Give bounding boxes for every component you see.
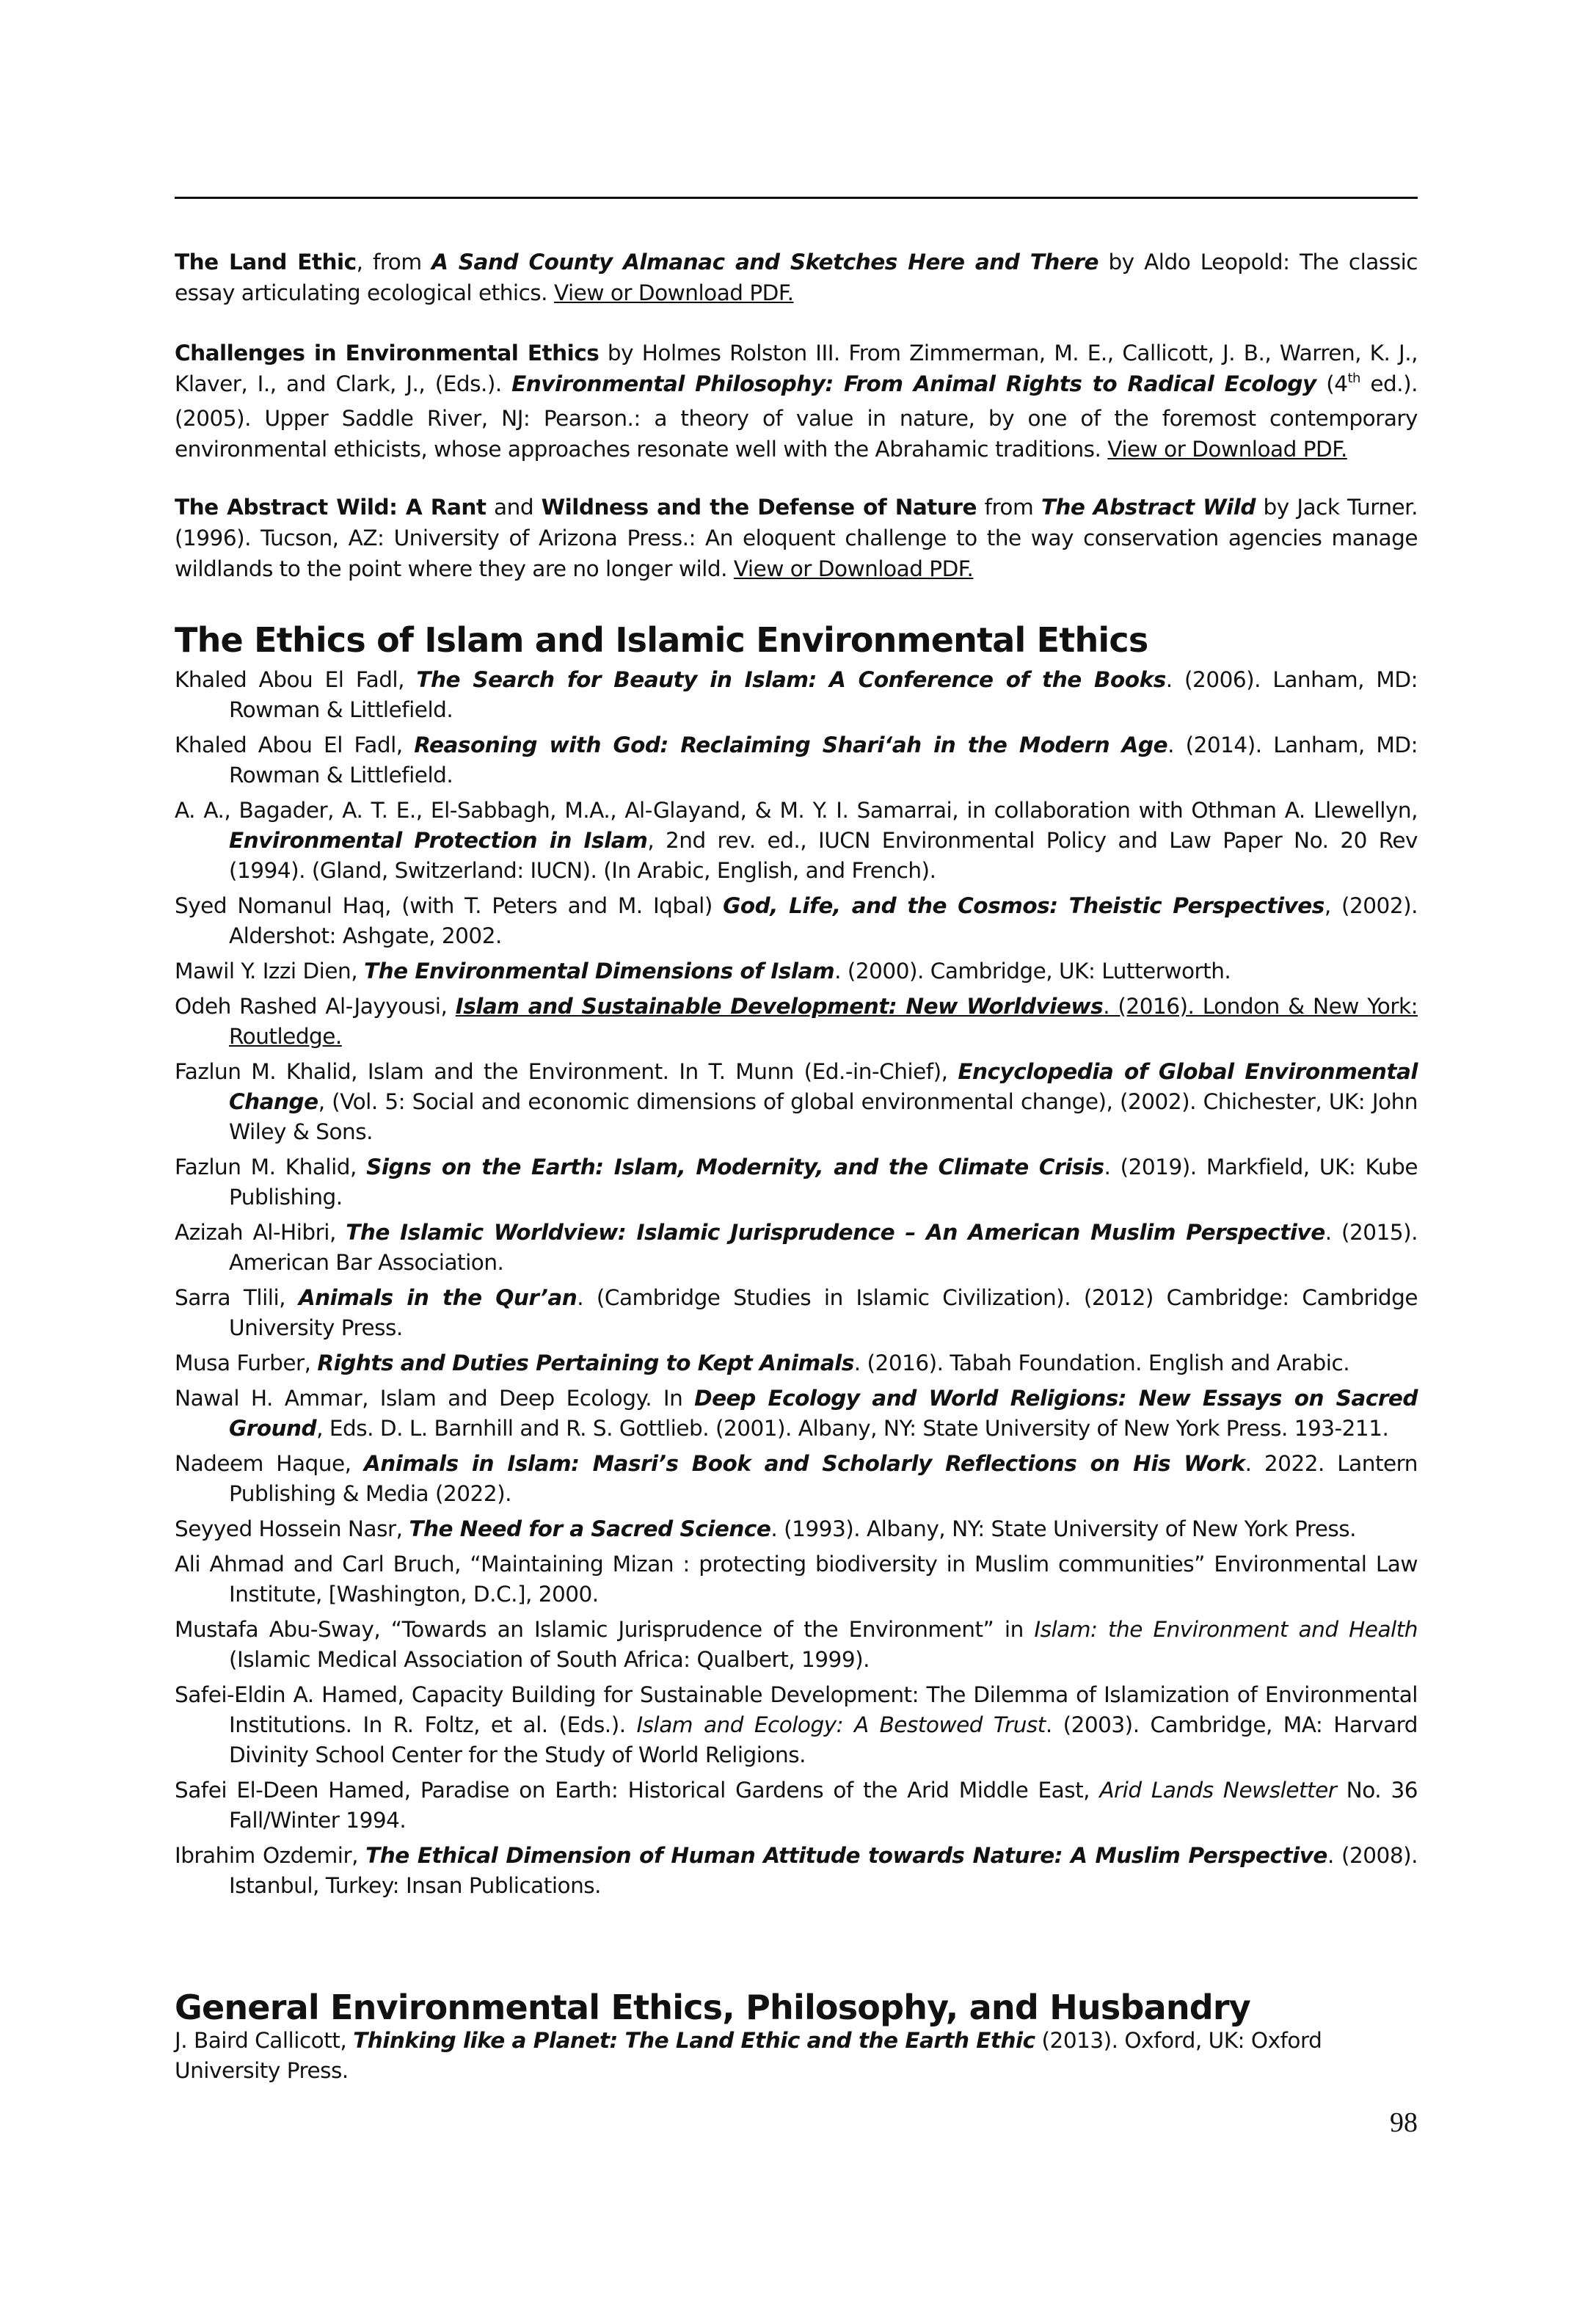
entry-land-ethic: The Land Ethic, from A Sand County Almanac and Sketches Here and There by Aldo Leopold: The classic essay articulating ecological ethics. View or Download PDF. bbox=[175, 250, 1418, 305]
list-item: Ali Ahmad and Carl Bruch, “Maintaining Mizan : protecting biodiversity in Muslim communities” Environmental Law Institute, [Washington, D.C.], 2000. bbox=[175, 1552, 1418, 1607]
list-item: Azizah Al-Hibri, The Islamic Worldview: Islamic Jurisprudence – An American Muslim Perspective. (2015). American Bar Association. bbox=[175, 1220, 1418, 1275]
entry-title: Wildness and the Defense of Nature bbox=[541, 495, 977, 520]
download-pdf-link[interactable]: View or Download PDF. bbox=[1107, 437, 1347, 462]
page-number: 98 bbox=[1390, 2107, 1418, 2138]
entry-title: The Abstract Wild: A Rant bbox=[175, 495, 487, 520]
list-item: Musa Furber, Rights and Duties Pertaining to Kept Animals. (2016). Tabah Foundation. English and Arabic. bbox=[175, 1351, 1350, 1375]
section-heading-islam: The Ethics of Islam and Islamic Environmental Ethics bbox=[175, 620, 1148, 660]
list-item: Safei El-Deen Hamed, Paradise on Earth: Historical Gardens of the Arid Middle East, Arid Lands Newsletter No. 36 Fall/Winter 1994. bbox=[175, 1778, 1418, 1833]
book-title: Environmental Philosophy: From Animal Rights to Radical Ecology bbox=[511, 371, 1316, 396]
entry-abstract-wild: The Abstract Wild: A Rant and Wildness and the Defense of Nature from The Abstract Wild by Jack Turner. (1996). Tucson, AZ: University of Arizona Press.: An eloquent challenge to the way conservation agencies manage wildlands to the point where they are no longer wild. View or Download PDF. bbox=[175, 495, 1418, 581]
list-item: Mustafa Abu-Sway, “Towards an Islamic Jurisprudence of the Environment” in Islam: the Environment and Health (Islamic Medical Association of South Africa: Qualbert, 1999). bbox=[175, 1617, 1418, 1672]
list-item: Seyyed Hossein Nasr, The Need for a Sacred Science. (1993). Albany, NY: State University of New York Press. bbox=[175, 1516, 1356, 1541]
list-item: Sarra Tlili, Animals in the Qur’an. (Cambridge Studies in Islamic Civilization). (2012) Cambridge: Cambridge University Press. bbox=[175, 1285, 1418, 1340]
list-item: A. A., Bagader, A. T. E., El-Sabbagh, M.A., Al-Glayand, & M. Y. I. Samarrai, in collaboration with Othman A. Llewellyn, Environmental Protection in Islam, 2nd rev. ed., IUCN Environmental Policy and Law Paper No. 20 Rev (1994). (Gland, Switzerland: IUCN). (In Arabic, English, and French). bbox=[175, 798, 1418, 883]
islam-reference-list bbox=[175, 665, 1418, 1906]
list-item: Fazlun M. Khalid, Islam and the Environment. In T. Munn (Ed.-in-Chief), Encyclopedia of Global Environmental Change, (Vol. 5: Social and economic dimensions of global environmental change), (2002). Chichester, UK: John Wiley & Sons. bbox=[175, 1059, 1418, 1144]
list-item: Ibrahim Ozdemir, The Ethical Dimension of Human Attitude towards Nature: A Muslim Perspective. (2008). Istanbul, Turkey: Insan Publications. bbox=[175, 1843, 1418, 1898]
list-item: Odeh Rashed Al-Jayyousi, Islam and Sustainable Development: New Worldviews. (2016). London & New York: Routledge. bbox=[175, 994, 1418, 1049]
list-item: Khaled Abou El Fadl, The Search for Beauty in Islam: A Conference of the Books. (2006). Lanham, MD: Rowman & Littlefield. bbox=[175, 667, 1418, 722]
list-item: Mawil Y. Izzi Dien, The Environmental Dimensions of Islam. (2000). Cambridge, UK: Lutterworth. bbox=[175, 959, 1231, 984]
list-item: Safei-Eldin A. Hamed, Capacity Building for Sustainable Development: The Dilemma of Islamization of Environmental Institutions. In R. Foltz, et al. (Eds.). Islam and Ecology: A Bestowed Trust. (2003). Cambridge, MA: Harvard Divinity School Center for the Study of World Religions. bbox=[175, 1682, 1418, 1767]
list-item: J. Baird Callicott, Thinking like a Planet: The Land Ethic and the Earth Ethic (2013). Oxford, UK: Oxford University Press. bbox=[175, 2028, 1322, 2083]
download-pdf-link[interactable]: View or Download PDF. bbox=[553, 280, 794, 305]
book-title: A Sand County Almanac and Sketches Here and There bbox=[431, 250, 1098, 275]
list-item: Nawal H. Ammar, Islam and Deep Ecology. In Deep Ecology and World Religions: New Essays on Sacred Ground, Eds. D. L. Barnhill and R. S. Gottlieb. (2001). Albany, NY: State University of New York Press. 193-211. bbox=[175, 1386, 1418, 1441]
list-item: Nadeem Haque, Animals in Islam: Masri’s Book and Scholarly Reflections on His Work. 2022. Lantern Publishing & Media (2022). bbox=[175, 1451, 1418, 1506]
header-rule bbox=[175, 197, 1418, 199]
download-pdf-link[interactable]: View or Download PDF. bbox=[733, 556, 974, 581]
reference-link[interactable]: Islam and Sustainable Development: New Worldviews bbox=[455, 994, 1104, 1019]
list-item: Syed Nomanul Haq, (with T. Peters and M. Iqbal) God, Life, and the Cosmos: Theistic Perspectives, (2002). Aldershot: Ashgate, 2002. bbox=[175, 893, 1418, 948]
section-heading-general: General Environmental Ethics, Philosophy, and Husbandry bbox=[175, 1988, 1250, 2027]
entry-challenges: Challenges in Environmental Ethics by Holmes Rolston III. From Zimmerman, M. E., Callicott, J. B., Warren, K. J., Klaver, I., and Clark, J., (Eds.). Environmental Philosophy: From Animal Rights to Radical Ecology (4th ed.). (2005). Upper Saddle River, NJ: Pearson.: a theory of value in nature, by one of the foremost contemporary environmental ethicists, whose approaches resonate well with the Abrahamic traditions. View or Download PDF. bbox=[175, 341, 1418, 462]
entry-title: Challenges in Environmental Ethics bbox=[175, 341, 600, 366]
entry-title: The Land Ethic bbox=[175, 250, 357, 275]
list-item: Khaled Abou El Fadl, Reasoning with God: Reclaiming Shari‘ah in the Modern Age. (2014). Lanham, MD: Rowman & Littlefield. bbox=[175, 733, 1418, 788]
list-item: Fazlun M. Khalid, Signs on the Earth: Islam, Modernity, and the Climate Crisis. (2019). Markfield, UK: Kube Publishing. bbox=[175, 1155, 1418, 1210]
book-title: The Abstract Wild bbox=[1041, 495, 1256, 520]
